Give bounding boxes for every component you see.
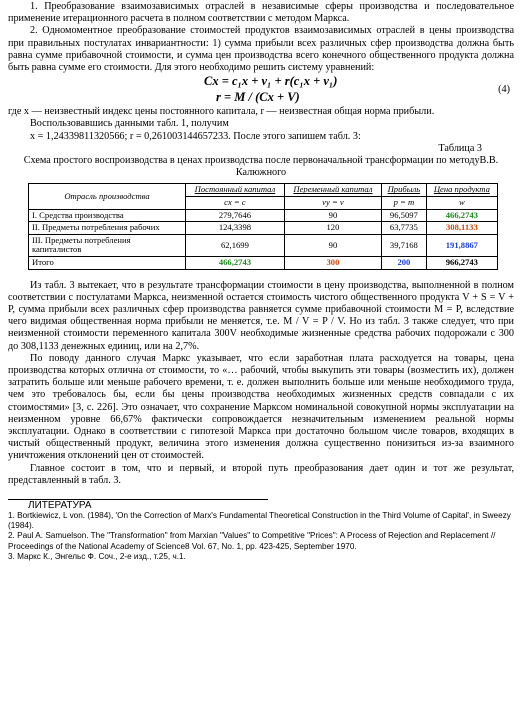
row-label: III. Предметы потребления капиталистов [29, 234, 186, 256]
cell-w: 966,2743 [426, 257, 497, 270]
cell-c: 279,7646 [186, 209, 285, 222]
subheader-w: w [426, 197, 497, 210]
row-label: Итого [29, 257, 186, 270]
paragraph-computed-values: x = 1,24339811320566; r = 0,261003144657233. После этого запишем табл. 3: [30, 130, 361, 142]
paragraph-marx-quote: По поводу данного случая Маркс указывает, что если заработная плата расходуется на товары, цена производства которых отлична от стоимости, то «… рабочий, чтобы выкупить эти товары (возместить их), должен затратить больше или меньше рабочего времени, т. е. должен выполнить больше или меньше необходимого труда, чем это требовалось бы, если бы цены производства необходимых жизненных средств совпадали с их стоимостями» [3, с. 226]. Это означает, что сохранение Марксом номинальной совокупной нормы эксплуатации на неизменном уровне 66,67% фактически сопровождается незначительным изменением реальной нормы эксплуатации. Однако в соответствии с гипотезой Маркса при достаточно большом числе товаров, входящих в чистый общественный продукт, величина этого изменения должна существенно понизиться из-за взаимного уничтожения отклонений цен от стоимостей. [8, 352, 514, 462]
cell-p: 63,7735 [382, 222, 427, 235]
table-label: Таблица 3 [438, 142, 482, 154]
subheader-c: cx = c [186, 197, 285, 210]
paragraph-using-data: Воспользовавшись данными табл. 1, получим [30, 118, 229, 130]
header-price: Цена продукта [426, 184, 497, 197]
table-row [29, 222, 498, 235]
equation-system [8, 75, 514, 105]
paragraph-main-point: Главное состоит в том, что и первый, и второй путь преобразования дает один и тот же результат, представленный в табл. 3. [8, 462, 514, 486]
subheader-p: p = m [382, 197, 427, 210]
paragraph-conclusion-table3: Из табл. 3 вытекает, что в результате трансформации стоимости в цену производства, выполненной в полном соответствии с постулатами Маркса, неизменной остается стоимость чистого общественного продукта V + S = V + P, сумма прибыли всех различных сфер производства равняется сумме прибавочной стоимости M = P, вследствие чего видимая общественная норма прибыли не меняется, т.е. M / V = P / V. Но из табл. 3 также следует, что при неизменной стоимости переменного капитала 300V необходимые жизненные средства рабочих подорожали с 300 до 308,1133 денежных единиц, или на 2,7%. [8, 279, 514, 352]
equation-line-2: r = M / (Cx + V) [216, 90, 300, 105]
reference-item: 2. Paul A. Samuelson. The "Transformation" from Marxian "Values" to Competitive "Prices": A Process of Rejection and Replacement // Proceedings of the National Academy of Science8 Vol. 67, No. 1, pp. 423-425, September 1970. [8, 531, 496, 551]
paragraph-method-1: 1. Преобразование взаимозависимых отраслей в независимые сферы производства и последовательное применение итерационного расчета в полном соответствии с методом Маркса. [8, 1, 514, 25]
header-constant-capital: Постоянный капитал [186, 184, 285, 197]
header-variable-capital: Переменный капитал [284, 184, 381, 197]
paragraph-method-2: 2. Одномоментное преобразование стоимостей продуктов взаимозависимых отраслей в цены производства при правильных постулатах инвариантности: 1) сумма прибыли всех различных сфер производства должна быть равна сумме прибавочной стоимости, и сумма цен производства всего конечного общественного продукта должна быть равна сумме его стоимости. Для этого необходимо решить систему уравнений: [8, 25, 514, 74]
cell-v: 300 [284, 257, 381, 270]
table-row [29, 209, 498, 222]
literature-heading: ЛИТЕРАТУРА [28, 500, 92, 512]
cell-w: 308,1133 [426, 222, 497, 235]
cell-c: 62,1699 [186, 234, 285, 256]
header-branch: Отрасль производства [29, 184, 186, 209]
table-row [29, 234, 498, 256]
row-label: II. Предметы потребления рабочих [29, 222, 186, 235]
reproduction-table [28, 183, 498, 269]
equation-line-1: Cx = c₁x + v₁ + r(c₁x + v₁) [204, 74, 338, 89]
paragraph-where: где x — неизвестный индекс цены постоянного капитала, r — неизвестная общая норма прибыли. [8, 106, 435, 118]
cell-p: 39,7168 [382, 234, 427, 256]
row-label: I. Средства производства [29, 209, 186, 222]
table-caption: Схема простого воспроизводства в ценах производства после первоначальной трансформации по методуВ.В. Калюжного [23, 155, 499, 179]
cell-p: 200 [382, 257, 427, 270]
cell-v: 90 [284, 234, 381, 256]
header-profit: Прибыль [382, 184, 427, 197]
reference-item: 1. Bortkiewicz, L von. (1984), 'On the Correction of Marx's Fundamental Theoretical Construction in the Third Volume of Capital', in Sweezy (1984). [8, 511, 511, 531]
cell-v: 90 [284, 209, 381, 222]
cell-c: 466,2743 [186, 257, 285, 270]
reference-item: 3. Маркс К., Энгельс Ф. Соч., 2-е изд., т.25, ч.1. [8, 551, 186, 561]
cell-v: 120 [284, 222, 381, 235]
equation-number: (4) [498, 84, 510, 96]
table-row-total [29, 257, 498, 270]
cell-c: 124,3398 [186, 222, 285, 235]
cell-w: 466,2743 [426, 209, 497, 222]
subheader-v: vy = v [284, 197, 381, 210]
cell-w: 191,8867 [426, 234, 497, 256]
table-header-row [29, 184, 498, 197]
cell-p: 96,5097 [382, 209, 427, 222]
